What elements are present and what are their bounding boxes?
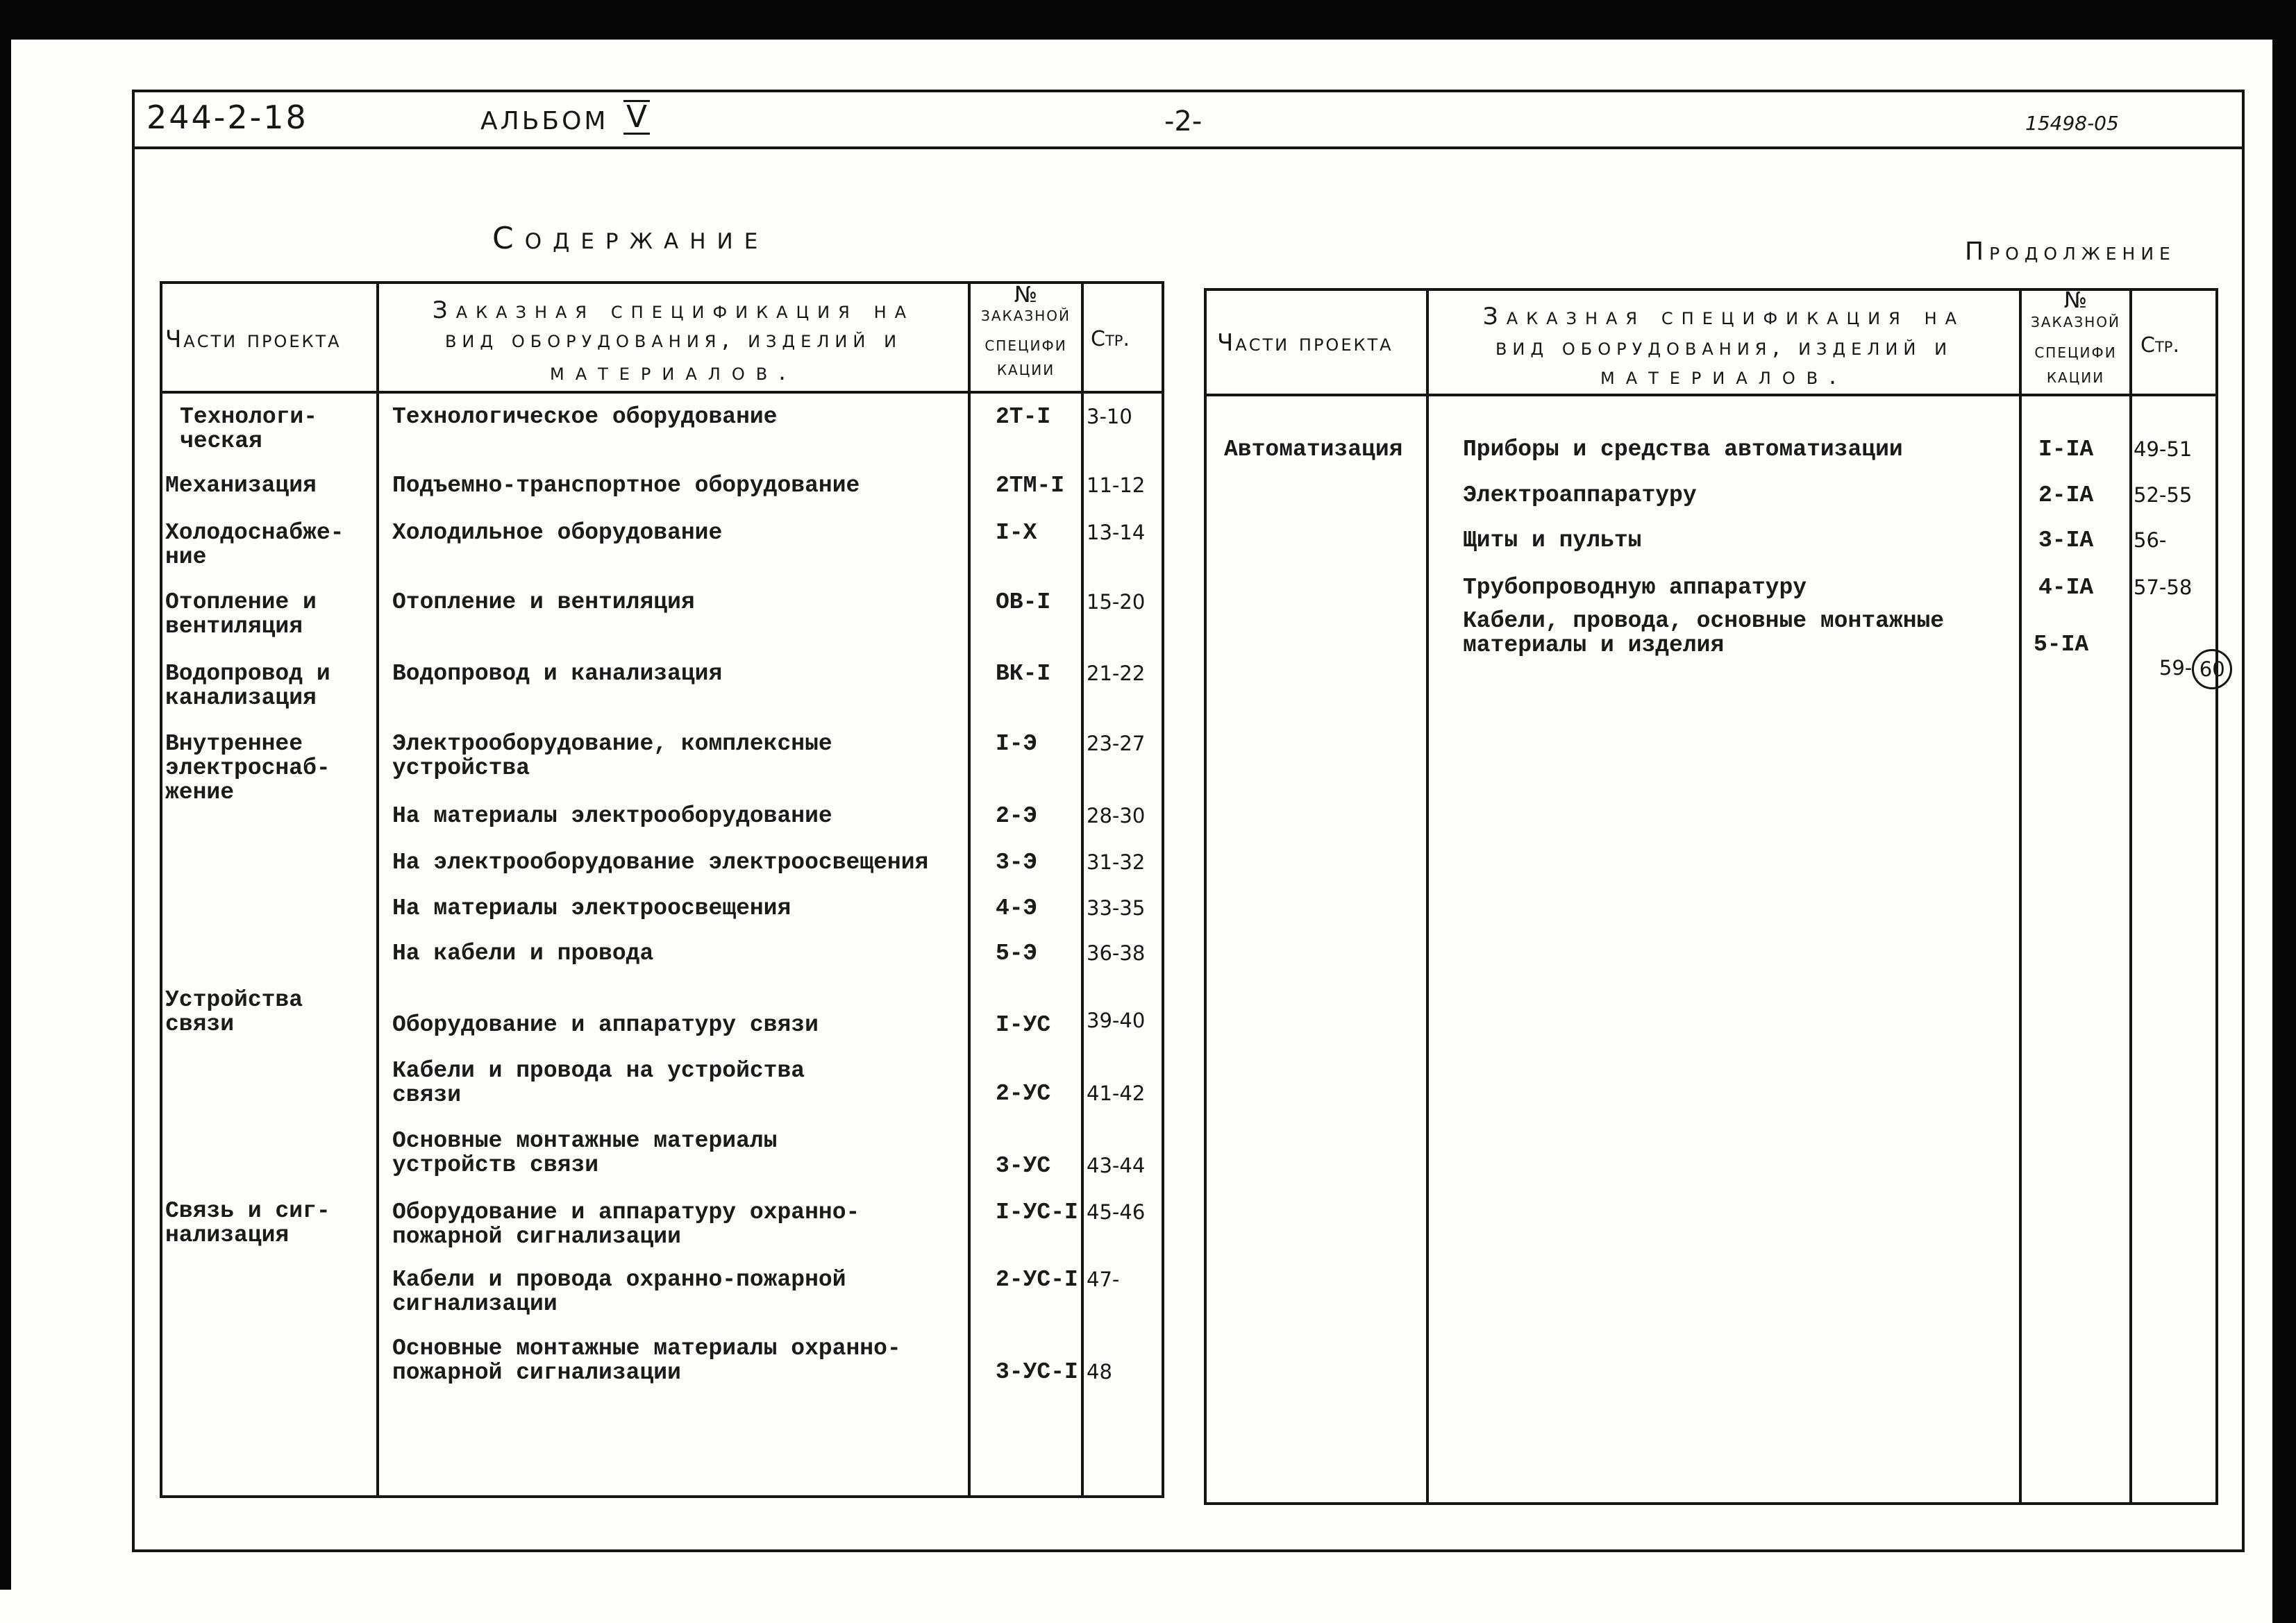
table-border bbox=[1204, 288, 2218, 1505]
specification-number: 2-УС bbox=[996, 1081, 1051, 1107]
column-header-spec: материалов. bbox=[549, 358, 797, 386]
specification-number: 4-Э bbox=[996, 895, 1037, 921]
scan-edge-top bbox=[0, 0, 2296, 40]
project-part: Отопление и вентиляция bbox=[165, 589, 317, 639]
page-range: 11-12 bbox=[1087, 473, 1146, 497]
column-header-parts: Части проекта bbox=[1217, 329, 1393, 357]
specification-title: Электрооборудование, комплексные устройства bbox=[392, 731, 832, 781]
sheet-code: 15498-05 bbox=[2025, 112, 2119, 135]
column-header-spec: вид оборудования, изделий и bbox=[444, 326, 903, 353]
specification-title: Подъемно-транспортное оборудование bbox=[392, 473, 860, 498]
specification-title: Кабели и провода охранно-пожарной сигнализации bbox=[392, 1267, 846, 1317]
circled-page-number: 60 bbox=[2192, 649, 2232, 689]
column-header-spec: материалов. bbox=[1600, 362, 1847, 390]
specification-title: На кабели и провода bbox=[392, 941, 654, 966]
column-header-number: заказной bbox=[2031, 309, 2120, 332]
page-range: 13-14 bbox=[1087, 521, 1146, 544]
specification-number: ОВ-I bbox=[996, 589, 1051, 615]
specification-title: Оборудование и аппаратуру охранно- пожарной сигнализации bbox=[392, 1200, 860, 1250]
column-divider bbox=[2019, 288, 2022, 1505]
specification-title: На материалы электрооборудование bbox=[392, 803, 832, 829]
column-header-number: № bbox=[2063, 287, 2088, 313]
column-header-spec: Заказная спецификация на bbox=[1482, 303, 1966, 330]
specification-title: Отопление и вентиляция bbox=[392, 589, 695, 615]
specification-number: ВК-I bbox=[996, 661, 1051, 687]
page-range: 28-30 bbox=[1087, 804, 1146, 827]
specification-title: Основные монтажные материалы устройств связи bbox=[392, 1128, 778, 1178]
page-range: 41-42 bbox=[1087, 1082, 1146, 1105]
column-divider bbox=[376, 281, 379, 1498]
scan-edge-left bbox=[0, 0, 11, 1590]
specification-title: Приборы и средства автоматизации bbox=[1463, 437, 1903, 462]
page-range: 23-27 bbox=[1087, 732, 1146, 755]
specification-number: 2Т-I bbox=[996, 404, 1051, 430]
column-header-number: специфи bbox=[984, 333, 1067, 355]
column-header-parts: Части проекта bbox=[165, 326, 342, 353]
project-part: Связь и сиг- нализация bbox=[165, 1198, 330, 1248]
specification-number: 3-УС-I bbox=[996, 1359, 1078, 1385]
project-part: Холодоснабже- ние bbox=[165, 520, 344, 570]
page-range: 36-38 bbox=[1087, 941, 1146, 965]
album-number: V bbox=[623, 100, 650, 135]
column-divider bbox=[1081, 281, 1084, 1498]
specification-number: I-УС bbox=[996, 1012, 1051, 1038]
page-range: 33-35 bbox=[1087, 896, 1146, 920]
specification-number: 5-Э bbox=[996, 941, 1037, 966]
page-range: 3-10 bbox=[1087, 405, 1132, 428]
page-range: 47- bbox=[1087, 1268, 1120, 1291]
specification-number: 3-УС bbox=[996, 1153, 1051, 1179]
page-range: 45-46 bbox=[1087, 1200, 1146, 1224]
header-divider bbox=[132, 146, 2245, 149]
specification-title: Водопровод и канализация bbox=[392, 661, 723, 687]
specification-number: 2ТМ-I bbox=[996, 473, 1065, 498]
project-part: Устройства связи bbox=[165, 987, 303, 1037]
document-code: 244-2-18 bbox=[146, 99, 308, 136]
specification-title: Электроаппаратуру bbox=[1463, 482, 1697, 508]
page-range-start: 59- bbox=[2159, 656, 2193, 680]
project-part: Внутреннее электроснаб- жение bbox=[165, 731, 330, 805]
column-divider bbox=[1426, 288, 1429, 1505]
scan-edge-right bbox=[2272, 0, 2296, 1623]
column-header-pages: Стр. bbox=[1091, 327, 1130, 351]
specification-title: Щиты и пульты bbox=[1463, 528, 1642, 553]
contents-title: Содержание bbox=[492, 221, 769, 256]
column-header-spec: вид оборудования, изделий и bbox=[1495, 333, 1953, 361]
project-part: Автоматизация bbox=[1224, 437, 1403, 462]
project-part: Механизация bbox=[165, 473, 317, 498]
column-header-number: кации bbox=[996, 357, 1055, 380]
specification-number: 3-IА bbox=[2038, 528, 2094, 553]
specification-title: Оборудование и аппаратуру связи bbox=[392, 1012, 819, 1038]
specification-number: 2-УС-I bbox=[996, 1267, 1078, 1293]
specification-title: На материалы электроосвещения bbox=[392, 895, 791, 921]
column-header-number: № bbox=[1014, 281, 1038, 308]
specification-number: I-IА bbox=[2038, 437, 2094, 462]
project-part: Технологи- ческая bbox=[180, 404, 318, 454]
album-label: АЛЬБОМ bbox=[480, 107, 609, 135]
specification-number: 2-Э bbox=[996, 803, 1037, 829]
page-range: 52-55 bbox=[2134, 483, 2193, 507]
specification-number: 2-IА bbox=[2038, 482, 2094, 508]
page-range: 57-58 bbox=[2134, 575, 2193, 599]
page-range: 39-40 bbox=[1087, 1009, 1146, 1032]
specification-number: 5-IА bbox=[2034, 632, 2089, 657]
column-header-number: специфи bbox=[2034, 339, 2117, 362]
page-number: -2- bbox=[1164, 106, 1203, 137]
table-header-divider bbox=[160, 391, 1164, 394]
table-header-divider bbox=[1204, 394, 2218, 396]
column-divider bbox=[2129, 288, 2132, 1505]
specification-number: I-УС-I bbox=[996, 1200, 1078, 1225]
project-part: Водопровод и канализация bbox=[165, 661, 330, 711]
page-range: 56- bbox=[2134, 528, 2167, 552]
specification-number: I-Х bbox=[996, 520, 1037, 546]
column-divider bbox=[968, 281, 971, 1498]
specification-title: Технологическое оборудование bbox=[392, 404, 778, 430]
column-header-spec: Заказная спецификация на bbox=[432, 296, 915, 324]
column-header-pages: Стр. bbox=[2140, 333, 2179, 358]
specification-title: Кабели, провода, основные монтажные материалы и изделия bbox=[1463, 608, 1945, 658]
page-range: 48 bbox=[1087, 1360, 1112, 1384]
specification-title: На электрооборудование электроосвещения bbox=[392, 850, 929, 875]
specification-title: Кабели и провода на устройства связи bbox=[392, 1058, 805, 1108]
continuation-title: Продолжение bbox=[1965, 237, 2176, 266]
page-range: 49-51 bbox=[2134, 437, 2193, 461]
page-range: 21-22 bbox=[1087, 662, 1146, 685]
specification-title: Основные монтажные материалы охранно- пожарной сигнализации bbox=[392, 1336, 901, 1386]
page-range bbox=[2134, 625, 2232, 714]
page-range: 43-44 bbox=[1087, 1154, 1146, 1177]
column-header-number: кации bbox=[2046, 364, 2105, 387]
specification-number: 3-Э bbox=[996, 850, 1037, 875]
specification-title: Трубопроводную аппаратуру bbox=[1463, 575, 1807, 600]
specification-number: 4-IА bbox=[2038, 575, 2094, 600]
page-range: 15-20 bbox=[1087, 590, 1146, 614]
specification-title: Холодильное оборудование bbox=[392, 520, 723, 546]
page-range: 31-32 bbox=[1087, 850, 1146, 874]
column-header-number: заказной bbox=[981, 303, 1071, 326]
specification-number: I-Э bbox=[996, 731, 1037, 757]
